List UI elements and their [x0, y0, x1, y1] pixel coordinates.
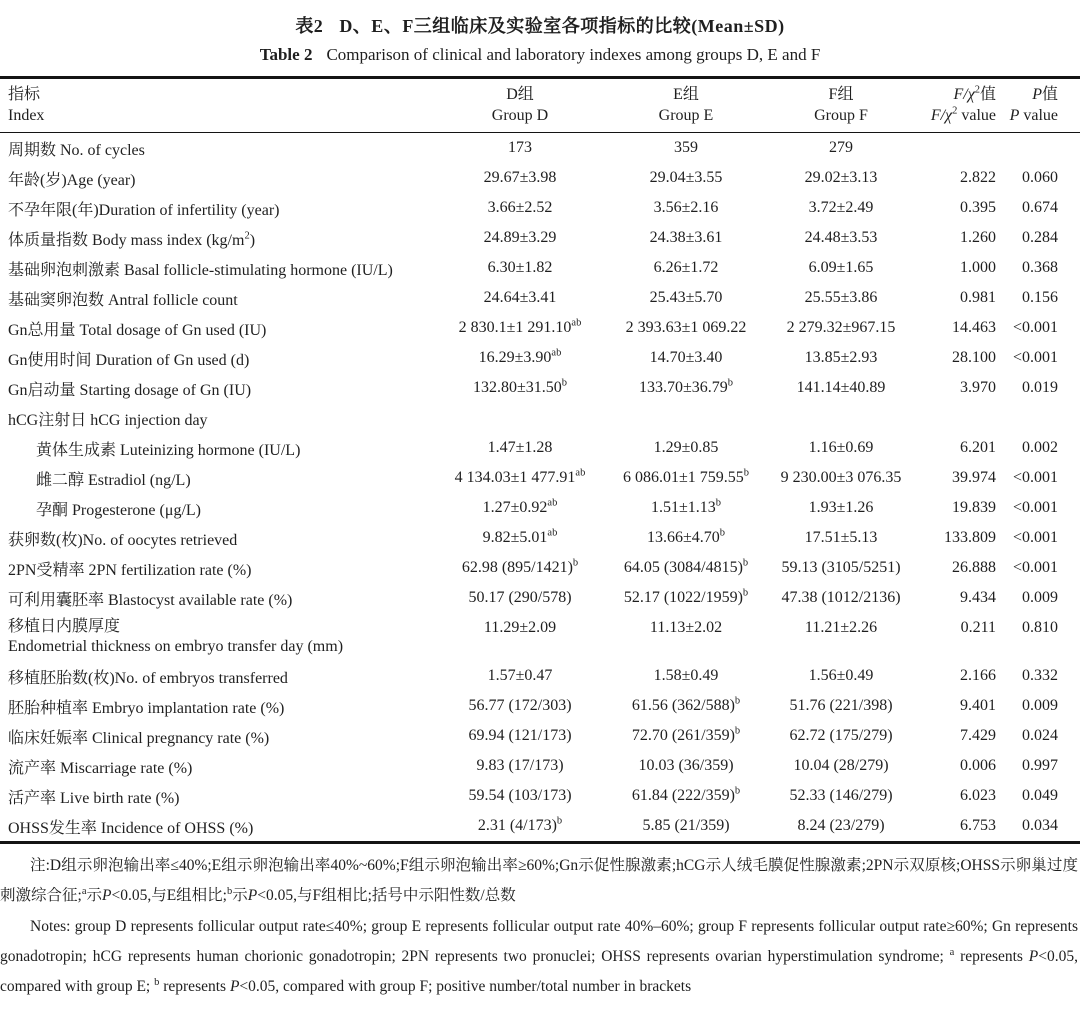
cell-group-f: 141.14±40.89: [796, 379, 886, 396]
row-label: [0, 253, 430, 283]
cell-group-e: 2 393.63±1 069.22: [625, 319, 747, 336]
cell-group-f: 24.48±3.53: [804, 229, 878, 246]
cell-f-chi-value: 26.888: [952, 559, 996, 576]
cell-group-f: 1.93±1.26: [808, 499, 874, 516]
row-label-line1: 2PN受精率 2PN fertilization rate (%): [8, 561, 252, 579]
cell-group-f: 51.76 (221/398): [789, 697, 893, 714]
cell-f-chi-value: 0.006: [960, 757, 996, 774]
cell-group-e: 52.17 $(1022/1959)^b$: [623, 587, 749, 606]
row-label: [0, 433, 430, 463]
cell-p-value: 0.019: [1022, 379, 1058, 396]
cell-f-chi-value: 3.970: [960, 379, 996, 396]
cell-p-value: 0.674: [1022, 199, 1058, 216]
cell-p-value: 0.810: [1022, 619, 1058, 636]
cell-group-d: 1.57±0.47: [487, 667, 553, 684]
table-body: [0, 133, 1080, 843]
cell-group-d: 9.83 (17/173): [476, 757, 564, 774]
cell-group-f: 59.13 (3105/5251): [781, 559, 901, 576]
row-label-line1: 获卵数(枚)No. of oocytes retrieved: [8, 531, 238, 549]
row-label: [0, 283, 430, 313]
table-row: [0, 343, 1080, 373]
cell-group-e: 359: [674, 139, 698, 156]
cell-group-d: 24.89±3.29: [483, 229, 557, 246]
cell-f-chi-value: 6.201: [960, 439, 996, 456]
cell-p-value: [1008, 133, 1080, 164]
table-row: [0, 193, 1080, 223]
cell-group-d: 1.27±0.92$^{ab}$: [482, 497, 558, 516]
table-number-en: Table 2: [259, 45, 313, 64]
table-title-zh: [0, 12, 1080, 38]
header-f-chi-en: $F/\chi^2$ value: [930, 105, 996, 124]
cell-group-e: 1.58±0.49: [653, 667, 719, 684]
note-en: Notes: group D represents follicular output rate≤40%; group E represents follicular output rate 40%–60%; group F represents follicular output rate≥60%; Gn represents gonadotropin; hCG represents human chorionic gonadotropin; 2PN represents two pronuclei; OHSS represents ovarian hyperstimulation syndrome; $^a$ represents P<0.05, compared with group E; $^b$ represents P<0.05, compared with group F; positive number/total number in brackets: [0, 918, 1078, 995]
cell-f-chi-value: [920, 133, 1008, 164]
cell-f-chi-value: 0.395: [960, 199, 996, 216]
cell-f-chi-value: 39.974: [952, 469, 996, 486]
cell-group-f: 1.16±0.69: [808, 439, 874, 456]
cell-p-value: [1008, 403, 1080, 433]
row-label-line1: Gn总用量 Total dosage of Gn used (IU): [8, 321, 267, 339]
cell-group-f: 62.72 (175/279): [789, 727, 893, 744]
row-label-line1: 活产率 Live birth rate (%): [8, 789, 180, 807]
cell-group-d: 50.17 (290/578): [468, 589, 572, 606]
cell-group-f: 17.51±5.13: [804, 529, 878, 546]
cell-group-d: 132.80±31.50$^b$: [472, 377, 568, 396]
cell-group-e: [610, 403, 762, 433]
cell-group-d: 56.77 (172/303): [468, 697, 572, 714]
table-row: [0, 691, 1080, 721]
table-row: [0, 553, 1080, 583]
table-row: [0, 613, 1080, 661]
row-label-line1: 可利用囊胚率 Blastocyst available rate (%): [8, 591, 293, 609]
row-label-line1: 不孕年限(年)Duration of infertility (year): [8, 201, 280, 219]
cell-p-value: 0.009: [1022, 589, 1058, 606]
table-row: [0, 403, 1080, 433]
table-header: [0, 78, 1080, 133]
cell-group-e: 133.70±36.79$^b$: [638, 377, 734, 396]
row-label-line1: 基础卵泡刺激素 Basal follicle-stimulating hormone (IU/L): [8, 261, 393, 279]
cell-group-f: 1.56±0.49: [808, 667, 874, 684]
row-label: [0, 613, 430, 661]
cell-group-f: 47.38 (1012/2136): [781, 589, 901, 606]
row-label: [0, 163, 430, 193]
row-label-line1: 孕酮 Progesterone (μg/L): [36, 501, 201, 519]
header-group-d: [430, 78, 610, 133]
cell-f-chi-value: 14.463: [952, 319, 996, 336]
cell-p-value: 0.060: [1022, 169, 1058, 186]
cell-group-f: 6.09±1.65: [808, 259, 874, 276]
cell-group-d: 62.98 $(895/1421)^b$: [461, 557, 579, 576]
cell-p-value: 0.997: [1022, 757, 1058, 774]
row-label-line1: 临床妊娠率 Clinical pregnancy rate (%): [8, 729, 270, 747]
table-row: [0, 313, 1080, 343]
cell-group-e: 6 086.01±1 759.55$^b$: [622, 467, 750, 486]
cell-group-f: [762, 403, 920, 433]
row-label-line1: 年龄(岁)Age (year): [8, 171, 136, 189]
table-row: [0, 721, 1080, 751]
cell-p-value: 0.049: [1022, 787, 1058, 804]
header-group-e-en: Group E: [658, 107, 714, 124]
row-label-line1: hCG注射日 hCG injection day: [8, 411, 208, 429]
cell-group-d: [430, 403, 610, 433]
cell-group-f: 3.72±2.49: [808, 199, 874, 216]
row-label: [0, 811, 430, 843]
cell-group-f: 29.02±3.13: [804, 169, 878, 186]
cell-group-e: 1.29±0.85: [653, 439, 719, 456]
cell-p-value: 0.284: [1022, 229, 1058, 246]
row-label: [0, 343, 430, 373]
header-index-en: Index: [8, 107, 45, 124]
row-label-line1: 周期数 No. of cycles: [8, 141, 145, 159]
header-index: [0, 78, 430, 133]
row-label-line1: 胚胎种植率 Embryo implantation rate (%): [8, 699, 285, 717]
cell-group-d: 4 134.03±1 477.91$^{ab}$: [454, 467, 586, 486]
cell-group-d: 16.29±3.90$^{ab}$: [478, 347, 562, 366]
cell-group-e: 64.05 $(3084/4815)^b$: [623, 557, 749, 576]
cell-p-value: <0.001: [1012, 559, 1058, 576]
table-row: [0, 523, 1080, 553]
table-number-zh: 表2: [295, 16, 324, 36]
cell-p-value: 0.034: [1022, 817, 1058, 834]
header-group-f-zh: F组: [828, 86, 854, 103]
cell-group-e: 61.56 $(362/588)^b$: [631, 695, 741, 714]
table-title-en-text: Comparison of clinical and laboratory indexes among groups D, E and F: [326, 45, 821, 64]
cell-group-e: 1.51±1.13$^b$: [650, 497, 722, 516]
row-label-line1: 移植日内膜厚度: [8, 618, 121, 635]
cell-group-e: 5.85 (21/359): [642, 817, 730, 834]
cell-f-chi-value: 2.166: [960, 667, 996, 684]
table-row: [0, 463, 1080, 493]
table-row: [0, 433, 1080, 463]
cell-f-chi-value: [920, 403, 1008, 433]
header-p-value: [1008, 78, 1080, 133]
cell-group-d: 3.66±2.52: [487, 199, 553, 216]
cell-f-chi-value: 9.434: [960, 589, 996, 606]
cell-f-chi-value: 6.023: [960, 787, 996, 804]
row-label: [0, 403, 430, 433]
cell-group-e: 11.13±2.02: [649, 619, 723, 636]
cell-group-d: 24.64±3.41: [483, 289, 557, 306]
table-title-zh-text: D、E、F三组临床及实验室各项指标的比较(Mean±SD): [339, 16, 785, 36]
cell-group-e: 61.84 $(222/359)^b$: [631, 785, 741, 804]
cell-f-chi-value: 0.211: [960, 619, 996, 636]
cell-p-value: <0.001: [1012, 499, 1058, 516]
cell-group-d: 6.30±1.82: [487, 259, 553, 276]
cell-group-e: 6.26±1.72: [653, 259, 719, 276]
header-row: [0, 78, 1080, 133]
row-label: [0, 523, 430, 553]
cell-p-value: 0.332: [1022, 667, 1058, 684]
cell-group-e: 13.66±4.70$^b$: [646, 527, 726, 546]
cell-group-f: 2 279.32±967.15: [786, 319, 896, 336]
table-row: [0, 133, 1080, 164]
cell-p-value: <0.001: [1012, 319, 1058, 336]
cell-group-d: 1.47±1.28: [487, 439, 553, 456]
cell-group-d: 11.29±2.09: [483, 619, 557, 636]
row-label-line1: Gn使用时间 Duration of Gn used (d): [8, 351, 250, 369]
row-label: [0, 223, 430, 253]
cell-group-d: 2.31 $(4/173)^b$: [477, 815, 563, 834]
cell-group-d: 69.94 (121/173): [468, 727, 572, 744]
row-label: [0, 193, 430, 223]
cell-group-d: 2 830.1±1 291.10$^{ab}$: [458, 317, 582, 336]
table-row: [0, 583, 1080, 613]
cell-group-d: 59.54 (103/173): [468, 787, 572, 804]
note-zh: 注:D组示卵泡输出率≤40%;E组示卵泡输出率40%~60%;F组示卵泡输出率≥60%;Gn示促性腺激素;hCG示人绒毛膜促性腺激素;2PN示双原核;OHSS示卵巢过度刺激综合征;$^a$示P<0.05,与E组相比;$^b$示P<0.05,与F组相比;括号中示阳性数/总数: [0, 857, 1078, 904]
cell-p-value: 0.024: [1022, 727, 1058, 744]
table-row: [0, 373, 1080, 403]
cell-group-d: 29.67±3.98: [483, 169, 557, 186]
cell-p-value: 0.009: [1022, 697, 1058, 714]
header-group-d-en: Group D: [491, 107, 549, 124]
cell-group-f: 279: [829, 139, 853, 156]
cell-p-value: 0.002: [1022, 439, 1058, 456]
row-label-line1: 基础窦卵泡数 Antral follicle count: [8, 291, 238, 309]
table-row: [0, 781, 1080, 811]
cell-p-value: <0.001: [1012, 469, 1058, 486]
row-label: [0, 583, 430, 613]
cell-group-e: 72.70 $(261/359)^b$: [631, 725, 741, 744]
header-group-e: [610, 78, 762, 133]
header-p-zh: P值: [1032, 86, 1058, 103]
row-label: [0, 373, 430, 403]
row-label: [0, 463, 430, 493]
cell-f-chi-value: 0.981: [960, 289, 996, 306]
table-row: [0, 223, 1080, 253]
cell-group-f: 10.04 (28/279): [793, 757, 889, 774]
cell-f-chi-value: 9.401: [960, 697, 996, 714]
row-label-line1: 流产率 Miscarriage rate (%): [8, 759, 193, 777]
row-label: [0, 691, 430, 721]
row-label: [0, 751, 430, 781]
row-label-line1: OHSS发生率 Incidence of OHSS (%): [8, 819, 254, 837]
row-label-line2: Endometrial thickness on embryo transfer day (mm): [8, 638, 344, 655]
header-group-d-zh: D组: [506, 86, 534, 103]
row-label: [0, 493, 430, 523]
cell-p-value: 0.156: [1022, 289, 1058, 306]
row-label-line1: 黄体生成素 Luteinizing hormone (IU/L): [36, 441, 301, 459]
cell-group-e: 14.70±3.40: [649, 349, 723, 366]
cell-f-chi-value: 1.000: [960, 259, 996, 276]
cell-p-value: <0.001: [1012, 529, 1058, 546]
cell-f-chi-value: 7.429: [960, 727, 996, 744]
cell-group-f: 52.33 (146/279): [789, 787, 893, 804]
cell-f-chi-value: 6.753: [960, 817, 996, 834]
table-row: [0, 811, 1080, 843]
row-label: [0, 721, 430, 751]
row-label: [0, 781, 430, 811]
row-label-line1: 雌二醇 Estradiol (ng/L): [36, 471, 191, 489]
header-f-chi-zh: $F/\chi^2$值: [953, 84, 996, 103]
cell-f-chi-value: 2.822: [960, 169, 996, 186]
table-row: [0, 493, 1080, 523]
cell-p-value: <0.001: [1012, 349, 1058, 366]
header-group-f-en: Group F: [814, 107, 868, 124]
cell-group-e: 10.03 (36/359): [638, 757, 734, 774]
table-row: [0, 163, 1080, 193]
cell-group-d: 9.82±5.01$^{ab}$: [482, 527, 558, 546]
table-row: [0, 283, 1080, 313]
cell-p-value: 0.368: [1022, 259, 1058, 276]
header-f-chi-value: [920, 78, 1008, 133]
cell-group-f: 11.21±2.26: [804, 619, 878, 636]
cell-group-e: 3.56±2.16: [653, 199, 719, 216]
row-label-line1: 移植胚胎数(枚)No. of embryos transferred: [8, 669, 288, 687]
table-notes: [0, 851, 1080, 1002]
header-group-f: [762, 78, 920, 133]
row-label-line1: Gn启动量 Starting dosage of Gn (IU): [8, 381, 252, 399]
header-p-en: P value: [1009, 107, 1058, 124]
table-row: [0, 751, 1080, 781]
cell-group-e: 24.38±3.61: [649, 229, 723, 246]
row-label: [0, 313, 430, 343]
cell-f-chi-value: 28.100: [952, 349, 996, 366]
table-title-en: [0, 45, 1080, 65]
row-label: [0, 553, 430, 583]
cell-group-d: 173: [508, 139, 532, 156]
cell-group-f: 13.85±2.93: [804, 349, 878, 366]
cell-group-f: 9 230.00±3 076.35: [780, 469, 902, 486]
cell-group-e: 29.04±3.55: [649, 169, 723, 186]
row-label: [0, 661, 430, 691]
table-row: [0, 253, 1080, 283]
cell-f-chi-value: 1.260: [960, 229, 996, 246]
header-index-zh: 指标: [8, 86, 41, 103]
cell-f-chi-value: 19.839: [952, 499, 996, 516]
header-group-e-zh: E组: [673, 86, 699, 103]
cell-group-e: 25.43±5.70: [649, 289, 723, 306]
table-row: [0, 661, 1080, 691]
row-label: [0, 133, 430, 164]
comparison-table: [0, 76, 1080, 844]
cell-group-f: 25.55±3.86: [804, 289, 878, 306]
cell-group-f: 8.24 (23/279): [797, 817, 885, 834]
cell-f-chi-value: 133.809: [944, 529, 996, 546]
row-label-line1: 体质量指数 Body mass index $(kg/m^2)$: [8, 230, 256, 249]
